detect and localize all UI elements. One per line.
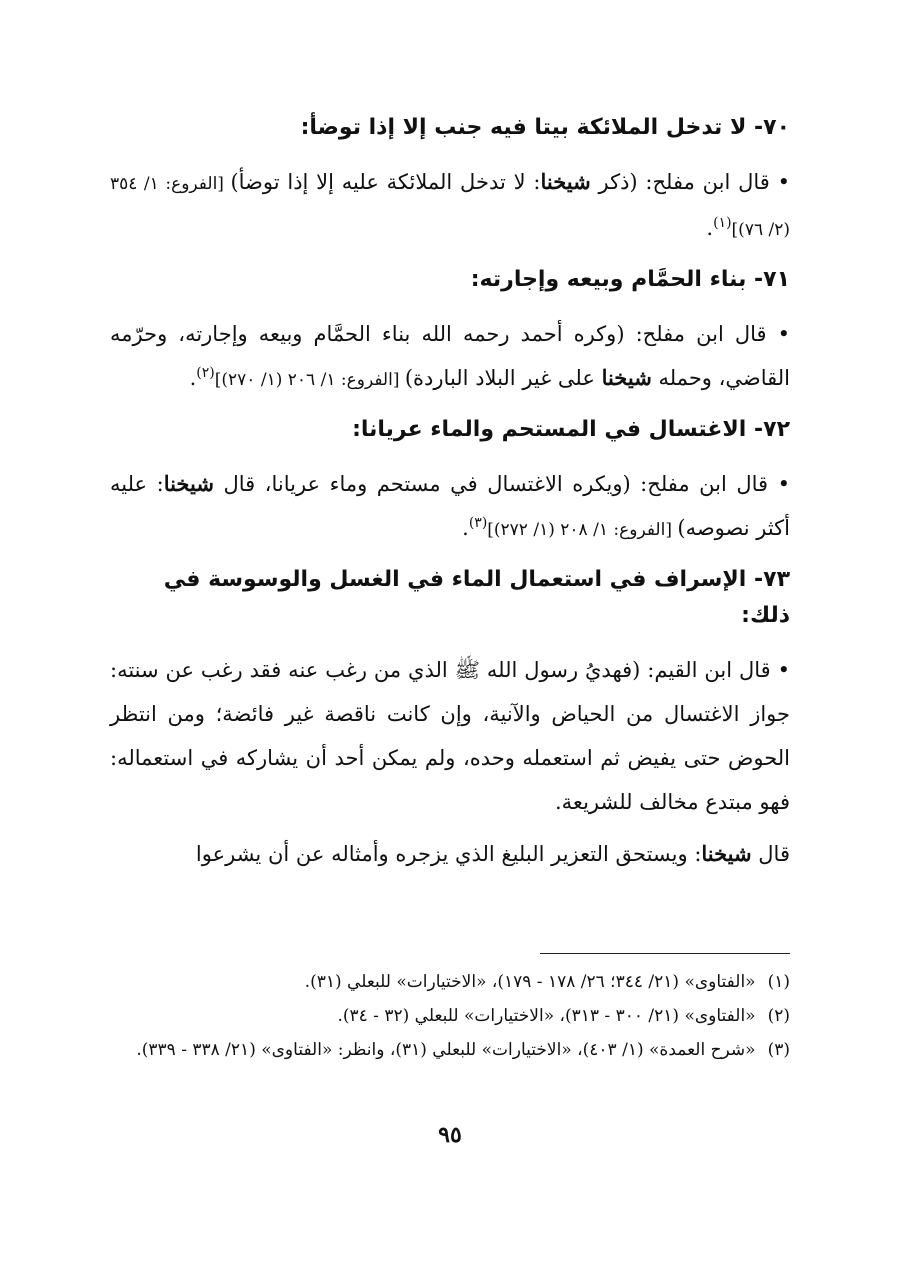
page-number: ٩٥ [438, 1122, 462, 1148]
quote-paragraph [110, 312, 790, 402]
source-reference: [الفروع: ١/ ٢٠٨ (١/ ٢٧٢)] [487, 520, 678, 540]
punctuation: . [706, 216, 714, 240]
bold-term: شيخنا [540, 169, 591, 194]
paragraph-text: قال [751, 842, 790, 866]
paragraph-text: قال ابن مفلح: (ذكر [590, 170, 770, 194]
footnote-item [110, 965, 790, 999]
footnote-marker: (١) [713, 215, 732, 231]
footnote-marker: (٣) [468, 515, 488, 531]
footnote-item [110, 1033, 790, 1067]
section-71 [110, 262, 790, 402]
bold-term: شيخنا [601, 365, 652, 390]
quote-paragraph [110, 160, 790, 252]
bullet: • [770, 658, 790, 682]
section-heading: ٧١- بناء الحمَّام وبيعه وإجارته: [470, 267, 790, 292]
footnote-marker: (٢) [196, 365, 215, 381]
footnote-text: «الفتاوى» (٢١/ ٣٠٠ - ٣١٣)، «الاختيارات» للبعلي (٣٢ - ٣٤). [337, 1006, 756, 1026]
footnote-number: (٢) [767, 1006, 790, 1026]
source-reference: [الفروع: ١/ ٣٥٤ (٢/ ٧٦)] [110, 174, 790, 240]
source-reference: [الفروع: ١/ ٢٠٦ (١/ ٢٧٠)] [214, 370, 405, 390]
footnotes [110, 965, 790, 1067]
paragraph-text: قال ابن القيم: (فهديُ رسول الله ﷺ الذي من رغب عنه فقد رغب عن سنته: جواز الاغتسال من الحياض والآنية، وإن كانت ناقصة غير فائضة؛ ومن انتظر الحوض حتى يفيض ثم استعمله وحده، ولم يمكن أحد أن يشاركه في استعماله: فهو مبتدع مخالف للشريعة. [110, 658, 790, 814]
section-heading: ٧٢- الاغتسال في المستحم والماء عريانا: [352, 417, 790, 442]
paragraph-text: : لا تدخل الملائكة عليه إلا إذا توضأ) [230, 170, 541, 194]
page-body [110, 100, 790, 884]
paragraph-text: على غير البلاد الباردة) [404, 366, 602, 390]
paragraph-text: قال ابن مفلح: (ويكره الاغتسال في مستحم وماء عريانا، قال [213, 472, 769, 496]
section-72 [110, 412, 790, 552]
footnote-number: (١) [767, 972, 790, 992]
quote-paragraph [110, 462, 790, 552]
bullet: • [766, 322, 791, 346]
continuation-paragraph [110, 832, 790, 876]
footnote-text: «الفتاوى» (٢١/ ٣٤٤؛ ٢٦/ ١٧٨ - ١٧٩)، «الاختيارات» للبعلي (٣١). [304, 972, 756, 992]
footnote-separator [540, 953, 790, 954]
bold-term: شيخنا [701, 841, 752, 866]
footnote-number: (٣) [767, 1040, 790, 1060]
footnote-text: «شرح العمدة» (١/ ٤٠٣)، «الاختيارات» للبعلي (٣١)، وانظر: «الفتاوى» (٢١/ ٣٣٨ - ٣٣٩). [136, 1040, 756, 1060]
bullet: • [769, 170, 790, 194]
punctuation: . [462, 516, 469, 540]
punctuation: . [189, 366, 197, 390]
section-73 [110, 562, 790, 876]
section-70 [110, 110, 790, 252]
section-heading: ٧٣- الإسراف في استعمال الماء في الغسل والوسوسة في ذلك: [163, 567, 790, 628]
paragraph-text: : عليه أكثر نصوصه) [110, 472, 790, 540]
bullet: • [768, 472, 790, 496]
footnote-item [110, 999, 790, 1033]
paragraph-text: قال ابن مفلح: (وكره أحمد رحمه الله بناء الحمَّام وبيعه وإجارته، وحرّمه القاضي، وحمله [110, 322, 790, 390]
section-heading: ٧٠- لا تدخل الملائكة بيتا فيه جنب إلا إذا توضأ: [300, 115, 790, 140]
paragraph-text: : ويستحق التعزير البليغ الذي يزجره وأمثاله عن أن يشرعوا [195, 842, 702, 866]
quote-paragraph [110, 648, 790, 824]
bold-term: شيخنا [163, 471, 214, 496]
